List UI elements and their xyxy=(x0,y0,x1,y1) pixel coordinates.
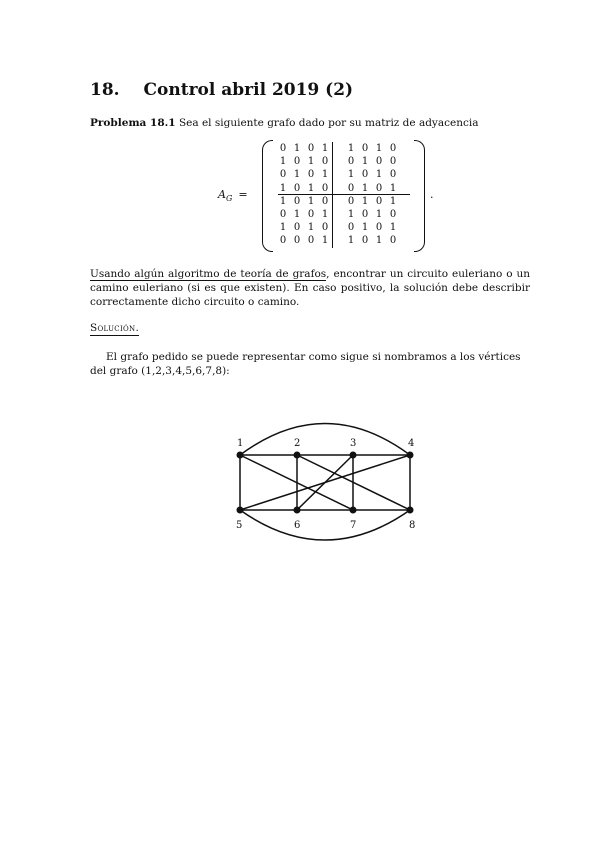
matrix-column-divider xyxy=(332,182,344,195)
matrix-cell: 1 xyxy=(375,208,383,220)
matrix-cell: 0 xyxy=(293,182,301,194)
vertex-label-4: 4 xyxy=(408,438,415,449)
matrix-cell: 0 xyxy=(293,235,301,247)
matrix-cell: 1 xyxy=(307,156,315,168)
task-text xyxy=(90,267,530,309)
solution-text: El grafo pedido se puede representar como sigue si nombramos a los vértices del grafo (1,2,3,4,5,6,7,8): xyxy=(90,351,521,377)
matrix-column-divider xyxy=(332,155,344,168)
vertex-label-7: 7 xyxy=(350,520,357,531)
matrix-column-divider xyxy=(332,208,344,221)
matrix-cell: 1 xyxy=(321,208,329,220)
matrix-cell: 1 xyxy=(389,195,397,207)
matrix-cell: 0 xyxy=(321,222,329,234)
matrix-cell: 1 xyxy=(279,182,287,194)
matrix-cell: 1 xyxy=(389,182,397,194)
matrix-cell: 0 xyxy=(347,195,355,207)
matrix-cell: 0 xyxy=(389,235,397,247)
vertex-2 xyxy=(294,452,301,459)
matrix-name xyxy=(218,188,248,203)
matrix-cell: 1 xyxy=(321,169,329,181)
matrix-cell: 0 xyxy=(307,169,315,181)
matrix-column-divider xyxy=(332,168,344,181)
matrix-cell: 0 xyxy=(389,208,397,220)
matrix-cell: 0 xyxy=(375,182,383,194)
matrix-cell: 1 xyxy=(361,222,369,234)
matrix-block-divider xyxy=(278,194,410,195)
matrix-cell: 1 xyxy=(361,195,369,207)
vertex-4 xyxy=(407,452,414,459)
vertex-label-5: 5 xyxy=(236,520,243,531)
matrix-cell: 1 xyxy=(347,169,355,181)
matrix-cell: 1 xyxy=(361,156,369,168)
adjacency-matrix xyxy=(218,140,448,252)
matrix-cell: 1 xyxy=(347,143,355,154)
matrix-cell: 0 xyxy=(293,195,301,207)
graph-diagram xyxy=(225,410,425,550)
matrix-cell: 0 xyxy=(307,208,315,220)
matrix-column-divider xyxy=(332,221,344,234)
matrix-cell: 1 xyxy=(279,156,287,168)
matrix-cell: 0 xyxy=(361,235,369,247)
matrix-cell: 0 xyxy=(347,156,355,168)
matrix-cell: 1 xyxy=(347,235,355,247)
matrix-cell: 1 xyxy=(321,143,329,154)
matrix-period: . xyxy=(430,188,434,201)
vertex-label-6: 6 xyxy=(294,520,301,531)
matrix-cell: 0 xyxy=(389,156,397,168)
matrix-cell: 1 xyxy=(347,208,355,220)
matrix-cell: 0 xyxy=(321,195,329,207)
matrix-cell: 0 xyxy=(375,156,383,168)
matrix-cell: 0 xyxy=(321,182,329,194)
matrix-cell: 1 xyxy=(375,169,383,181)
vertex-label-2: 2 xyxy=(294,438,301,449)
matrix-subscript: G xyxy=(225,194,233,204)
matrix-cell: 1 xyxy=(293,208,301,220)
matrix-cell: 0 xyxy=(321,156,329,168)
matrix-cell: 0 xyxy=(307,235,315,247)
matrix-cell: 0 xyxy=(347,182,355,194)
matrix-cell: 1 xyxy=(321,235,329,247)
matrix-cell: 1 xyxy=(279,195,287,207)
matrix-cell: 0 xyxy=(279,143,287,154)
solution-heading: Solución. xyxy=(90,322,140,334)
matrix-cell: 0 xyxy=(279,169,287,181)
matrix-cell: 0 xyxy=(361,143,369,154)
matrix-cell: 0 xyxy=(293,156,301,168)
matrix-right-paren xyxy=(414,140,425,252)
edge-4-5 xyxy=(240,455,410,510)
matrix-cell: 0 xyxy=(293,222,301,234)
problem-statement xyxy=(90,116,530,130)
matrix-cell: 0 xyxy=(389,169,397,181)
matrix-cell: 1 xyxy=(389,222,397,234)
task-underlined: Usando algún algoritmo de teoría de grafos xyxy=(90,268,327,280)
edge-5-8-arc xyxy=(240,510,410,540)
matrix-cell: 1 xyxy=(293,143,301,154)
section-title xyxy=(90,80,353,100)
problem-label: Problema 18.1 xyxy=(90,117,176,129)
matrix-equals: = xyxy=(238,188,248,201)
vertex-6 xyxy=(294,507,301,514)
vertex-7 xyxy=(350,507,357,514)
matrix-left-paren xyxy=(262,140,273,252)
matrix-cell: 0 xyxy=(361,208,369,220)
matrix-cell: 0 xyxy=(361,169,369,181)
matrix-column-divider xyxy=(332,142,344,155)
vertex-3 xyxy=(350,452,357,459)
matrix-cell: 1 xyxy=(361,182,369,194)
matrix-cell: 1 xyxy=(375,143,383,154)
matrix-cell: 1 xyxy=(307,182,315,194)
matrix-column-divider xyxy=(332,234,344,247)
vertex-1 xyxy=(237,452,244,459)
vertex-8 xyxy=(407,507,414,514)
vertex-label-8: 8 xyxy=(409,520,416,531)
vertex-label-3: 3 xyxy=(350,438,357,449)
matrix-cell: 0 xyxy=(375,195,383,207)
vertex-5 xyxy=(237,507,244,514)
matrix-cell: 1 xyxy=(307,222,315,234)
problem-text: Sea el siguiente grafo dado por su matriz de adyacencia xyxy=(178,117,479,129)
matrix-cell: 1 xyxy=(279,222,287,234)
task-rest: , encontrar un circuito euleriano o un camino euleriano (si es que existen). En caso positivo, la solución debe describir correctamente dicho circuito o camino. xyxy=(90,268,531,308)
matrix-cell: 1 xyxy=(293,169,301,181)
matrix-symbol: A xyxy=(218,188,226,201)
section-number: 18. xyxy=(90,80,120,100)
matrix-cell: 0 xyxy=(375,222,383,234)
edge-1-4-arc xyxy=(240,424,410,456)
matrix-cell: 0 xyxy=(389,143,397,154)
matrix-column-divider xyxy=(332,195,344,208)
matrix-cell: 1 xyxy=(375,235,383,247)
matrix-cell: 0 xyxy=(307,143,315,154)
matrix-cell: 0 xyxy=(279,208,287,220)
vertex-label-1: 1 xyxy=(237,438,244,449)
matrix-cell: 1 xyxy=(307,195,315,207)
section-title-text: Control abril 2019 (2) xyxy=(143,80,354,100)
matrix-cell: 0 xyxy=(279,235,287,247)
matrix-cell: 0 xyxy=(347,222,355,234)
